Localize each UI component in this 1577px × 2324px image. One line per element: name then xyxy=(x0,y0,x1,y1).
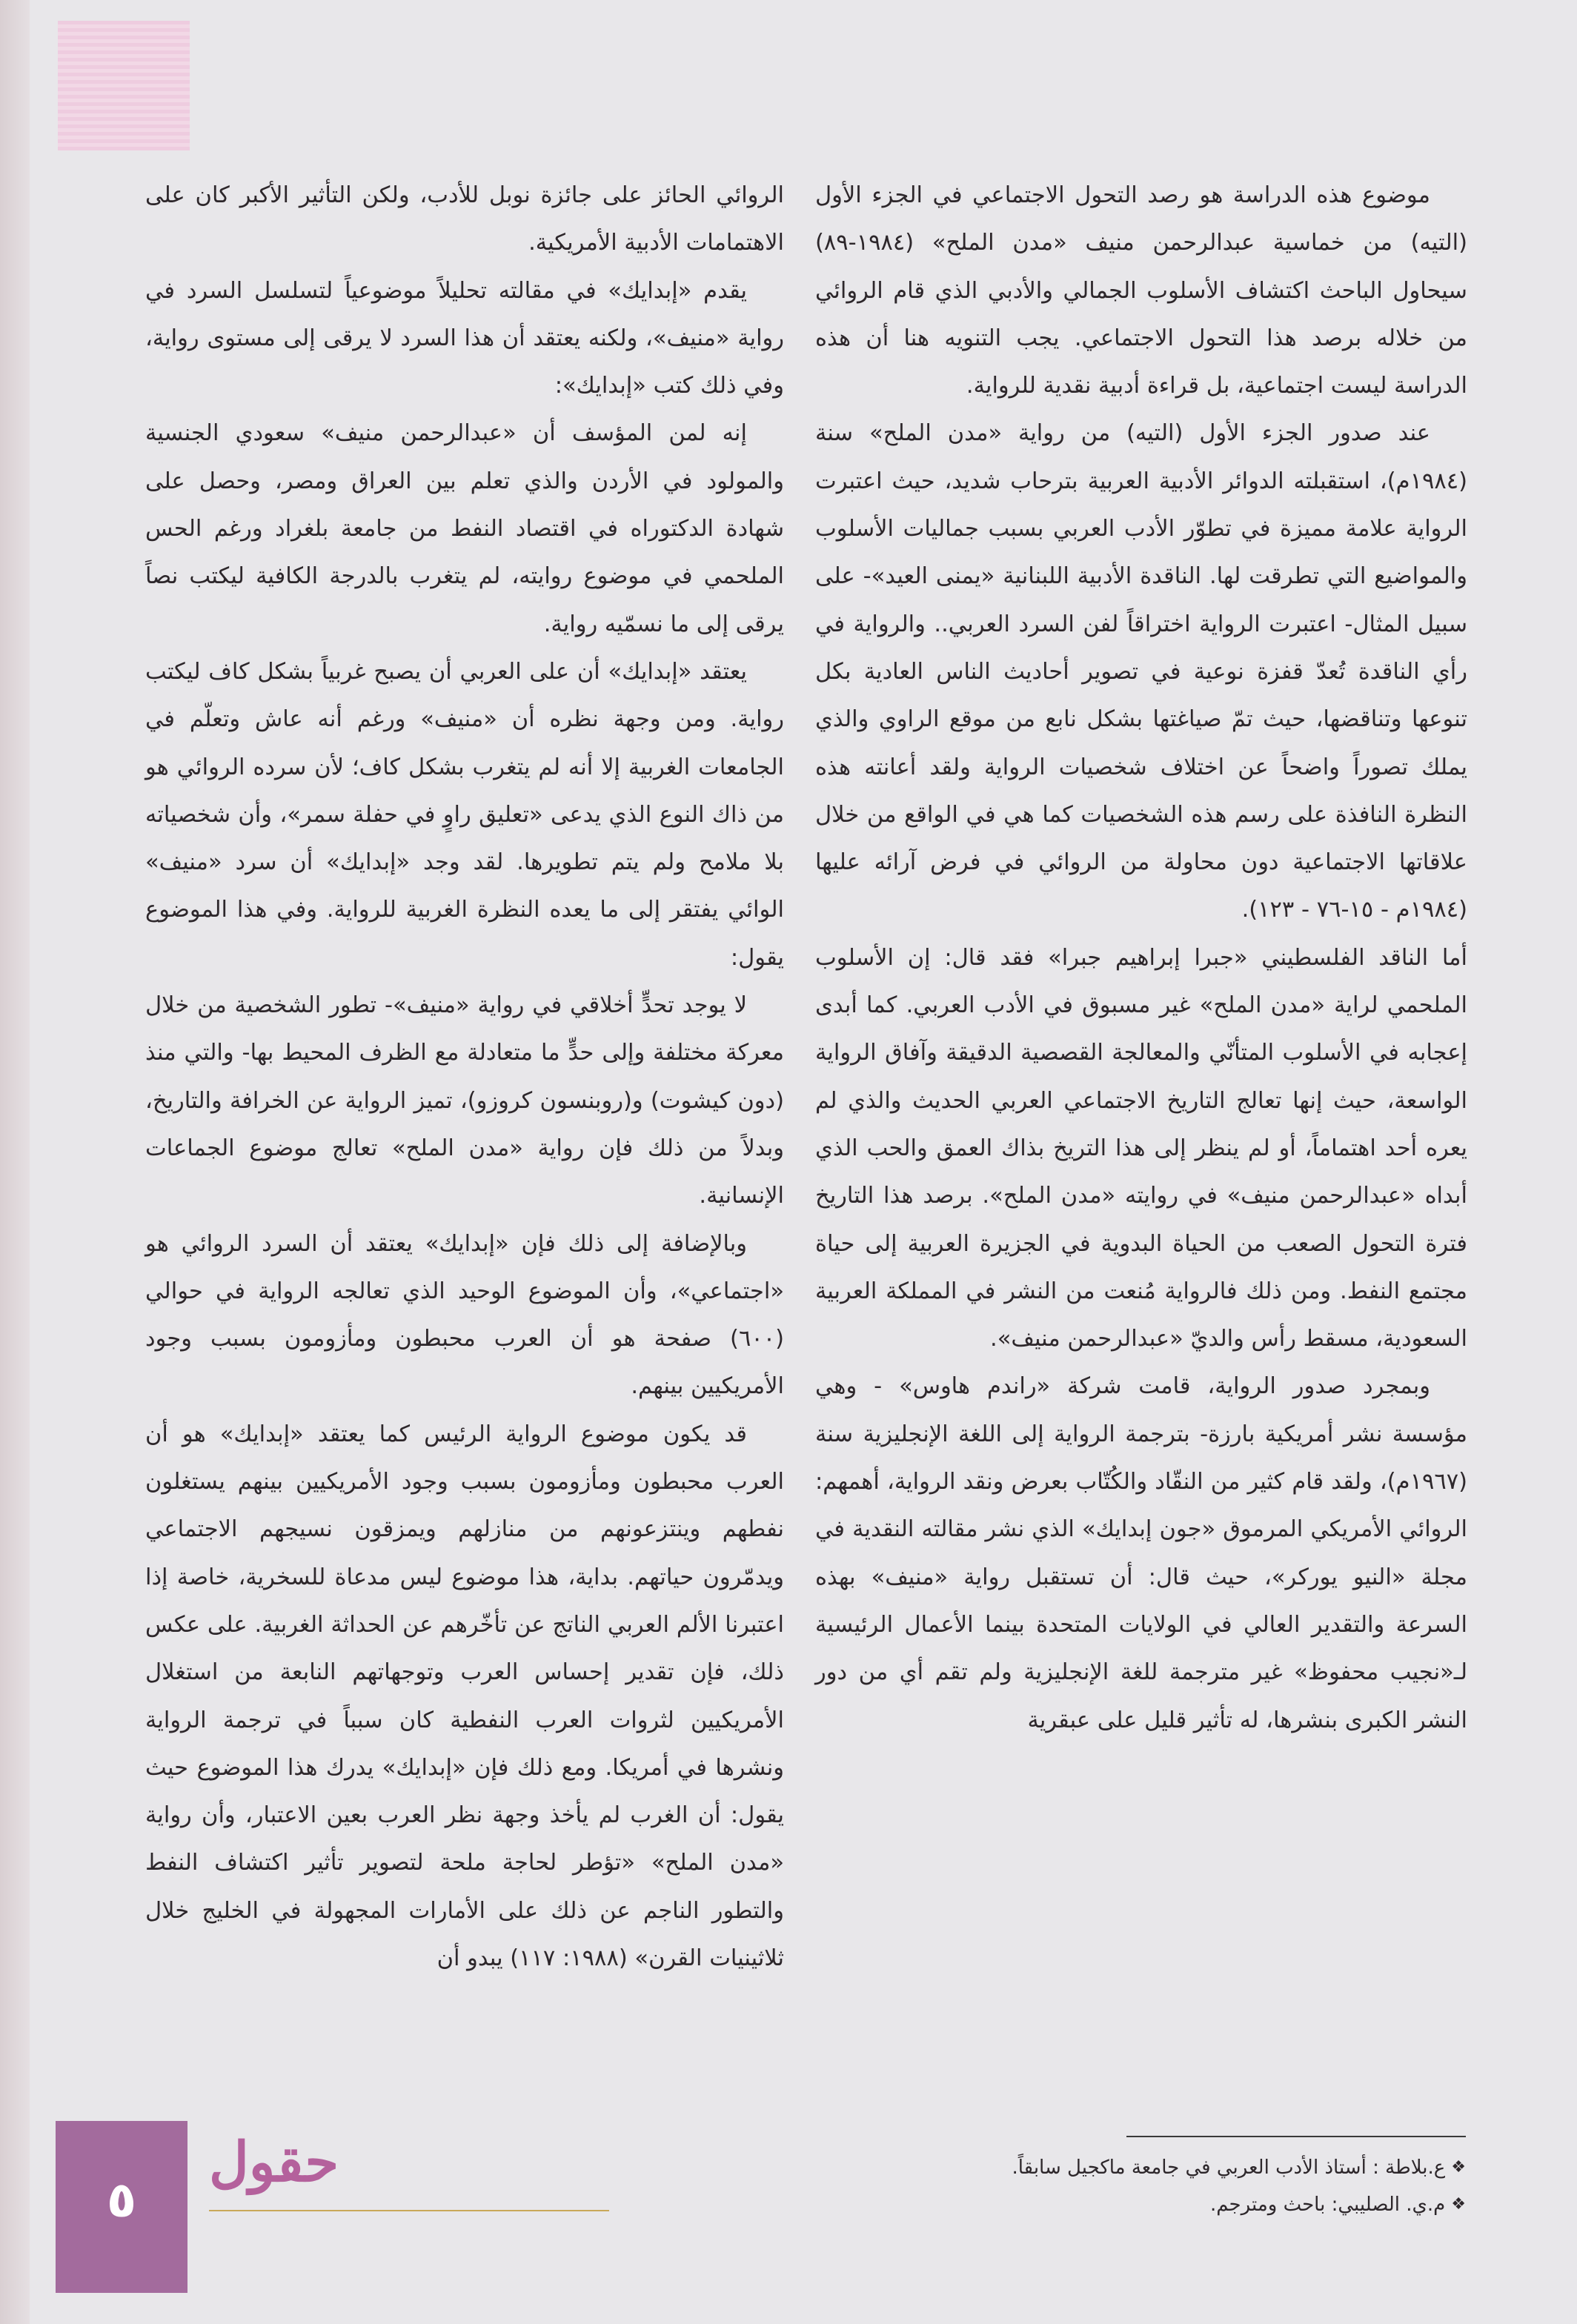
paragraph: موضوع هذه الدراسة هو رصد التحول الاجتماعي في الجزء الأول (التيه) من خماسية عبدالرحمن منيف «مدن الملح» (١٩٨٤-٨٩) سيحاول الباحث اكتشاف الأسلوب الجمالي والأدبي الذي قام الروائي من خلاله برصد هذا التحول الاجتماعي. يجب التنويه هنا أن هذه الدراسة ليست اجتماعية، بل قراءة أدبية نقدية للرواية. xyxy=(815,182,1467,399)
footnote-text: م.ي. الصليبي: باحث ومترجم. xyxy=(1209,2194,1446,2216)
paragraph: الروائي الحائز على جائزة نوبل للأدب، ولكن التأثير الأكبر كان على الاهتمامات الأدبية الأمريكية. xyxy=(145,182,784,256)
footnotes xyxy=(808,2149,1466,2223)
magazine-logo: حقول xyxy=(209,2131,339,2194)
logo-underline xyxy=(209,2210,609,2211)
article-column-right xyxy=(815,172,1467,1744)
decorative-corner-square xyxy=(58,21,190,150)
footnote-divider xyxy=(1126,2136,1466,2137)
footnote-item xyxy=(808,2149,1466,2186)
paragraph: وبمجرد صدور الرواية، قامت شركة «راندم هاوس» - وهي مؤسسة نشر أمريكية بارزة- بترجمة الرواية إلى اللغة الإنجليزية سنة (١٩٦٧م)، ولقد قام كثير من النقّاد والكُتّاب بعرض ونقد الرواية، أهمهم: الروائي الأمريكي المرموق «جون إبدايك» الذي نشر مقالته النقدية في مجلة «النيو يوركر»، حيث قال: أن تستقبل رواية «منيف» بهذه السرعة والتقدير العالي في الولايات المتحدة بينما الأعمال الرئيسية لـ«نجيب محفوظ» غير مترجمة للغة الإنجليزية ولم تقم أي من دور النشر الكبرى بنشرها، له تأثير قليل على عبقرية xyxy=(815,1373,1467,1733)
page-edge xyxy=(0,0,30,2324)
paragraph: يقدم «إبدايك» في مقالته تحليلاً موضوعياً لتسلسل السرد في رواية «منيف»، ولكنه يعتقد أن هذا السرد لا يرقى إلى مستوى رواية، وفي ذلك كتب «إبدايك»: xyxy=(145,277,784,399)
paragraph: لا يوجد تحدٍّ أخلاقي في رواية «منيف»- تطور الشخصية من خلال معركة مختلفة وإلى حدٍّ ما متعادلة مع الظرف المحيط بها- والتي منذ (دون كيشوت) و(روبنسون كروزو)، تميز الرواية عن الخرافة والتاريخ، وبدلاً من ذلك فإن رواية «مدن الملح» تعالج موضوع الجماعات الإنسانية. xyxy=(145,992,784,1209)
footnote-item xyxy=(808,2186,1466,2223)
paragraph: أما الناقد الفلسطيني «جبرا إبراهيم جبرا» فقد قال: إن الأسلوب الملحمي لراية «مدن الملح» غير مسبوق في الأدب العربي. كما أبدى إعجابه في الأسلوب المتأنّي والمعالجة القصصية الدقيقة وآفاق الرواية الواسعة، حيث إنها تعالج التاريخ الاجتماعي العربي الحديث والذي لم يعره أحد اهتماماً، أو لم ينظر إلى هذا التريخ بذاك العمق والحب الذي أبداه «عبدالرحمن منيف» في روايته «مدن الملح». برصد هذا التاريخ فترة التحول الصعب من الحياة البدوية في الجزيرة العربية إلى حياة مجتمع النفط. ومن ذلك فالرواية مُنعت من النشر في المملكة العربية السعودية، مسقط رأس والديّ «عبدالرحمن منيف». xyxy=(815,944,1467,1352)
page-number-box xyxy=(56,2121,187,2293)
paragraph: قد يكون موضوع الرواية الرئيس كما يعتقد «إبدايك» هو أن العرب محبطون ومأزومون بسبب وجود الأمريكيين بينهم يستغلون نفطهم وينتزعونهم من منازلهم ويمزقون نسيجهم الاجتماعي ويدمّرون حياتهم. بداية، هذا موضوع ليس مدعاة للسخرية، خاصة إذا اعتبرنا الألم العربي الناتج عن تأخّرهم عن الحداثة الغربية. على عكس ذلك، فإن تقدير إحساس العرب وتوجهاتهم النابعة من استغلال الأمريكيين لثروات العرب النفطية كان سبباً في ترجمة الرواية ونشرها في أمريكا. ومع ذلك فإن «إبدايك» يدرك هذا الموضوع حيث يقول: أن الغرب لم يأخذ وجهة نظر العرب بعين الاعتبار، وأن رواية «مدن الملح» «تؤطر لحاجة ملحة لتصوير تأثير اكتشاف النفط والتطور الناجم عن ذلك على الأمارات المجهولة في الخليج خلال ثلاثينيات القرن» (١٩٨٨: ١١٧) يبدو أن xyxy=(145,1421,784,1971)
footnote-text: ع.بلاطة : أستاذ الأدب العربي في جامعة ماكجيل سابقاً. xyxy=(1012,2157,1446,2179)
article-column-left xyxy=(145,172,784,1982)
diamond-bullet-icon: ❖ xyxy=(1451,2195,1466,2214)
diamond-bullet-icon: ❖ xyxy=(1451,2158,1466,2177)
paragraph: وبالإضافة إلى ذلك فإن «إبدايك» يعتقد أن السرد الروائي هو «اجتماعي»، وأن الموضوع الوحيد الذي تعالجه الرواية في حوالي (٦٠٠) صفحة هو أن العرب محبطون ومأزومون بسبب وجود الأمريكيين بينهم. xyxy=(145,1230,784,1400)
paragraph: يعتقد «إبدايك» أن على العربي أن يصبح غربياً بشكل كاف ليكتب رواية. ومن وجهة نظره أن «منيف» ورغم أنه عاش وتعلّم في الجامعات الغربية إلا أنه لم يتغرب بشكل كاف؛ لأن سرده الروائي هو من ذاك النوع الذي يدعى «تعليق راوٍ في حفلة سمر»، وأن شخصياته بلا ملامح ولم يتم تطويرها. لقد وجد «إبدايك» أن سرد «منيف» الوائي يفتقر إلى ما يعده النظرة الغربية للرواية. وفي هذا الموضوع يقول: xyxy=(145,658,784,971)
page-number: ٥ xyxy=(106,2171,137,2228)
paragraph: إنه لمن المؤسف أن «عبدالرحمن منيف» سعودي الجنسية والمولود في الأردن والذي تعلم بين العراق ومصر، وحصل على شهادة الدكتوراه في اقتصاد النفط من جامعة بلغراد ورغم الحس الملحمي في موضوع روايته، لم يتغرب بالدرجة الكافية ليكتب نصاً يرقى إلى ما نسمّيه رواية. xyxy=(145,420,784,637)
paragraph: عند صدور الجزء الأول (التيه) من رواية «مدن الملح» سنة (١٩٨٤م)، استقبلته الدوائر الأدبية العربية بترحاب شديد، حيث اعتبرت الرواية علامة مميزة في تطوّر الأدب العربي بسبب جماليات الأسلوب والمواضيع التي تطرقت لها. الناقدة الأدبية اللبنانية «يمنى العيد»- على سبيل المثال- اعتبرت الرواية اختراقاً لفن السرد العربي.. والرواية في رأي الناقدة تُعدّ قفزة نوعية في تصوير أحاديث الناس العادية بكل تنوعها وتناقضها، حيث تمّ صياغتها بشكل نابع من موقع الراوي والذي يملك تصوراً واضحاً عن اختلاف شخصيات الرواية ولقد أعانته هذه النظرة النافذة على رسم هذه الشخصيات كما هي في الواقع من خلال علاقاتها الاجتماعية دون محاولة من الروائي في فرض آرائه عليها (١٩٨٤م - ١٥-٧٦ - ١٢٣). xyxy=(815,420,1467,923)
